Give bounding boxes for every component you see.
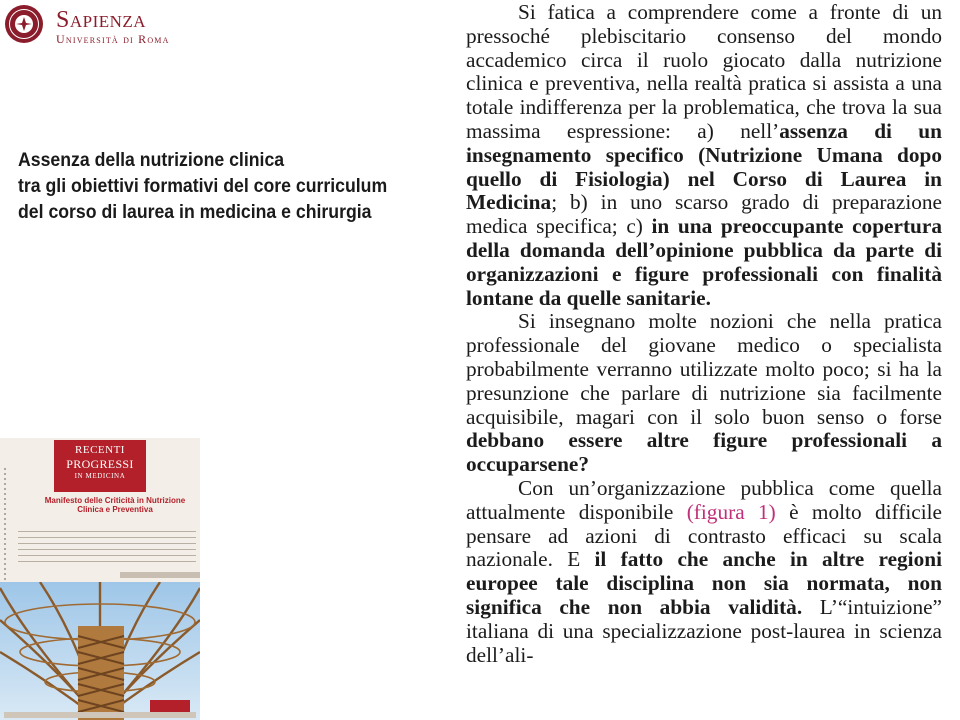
tree-structure-photo bbox=[0, 582, 200, 720]
cover-line-2: PROGRESSI bbox=[66, 457, 134, 471]
p1-bold-1: assenza di un insegnamento specifico (Nutrizione Umana dopo quello di Fisiologia) nel Corso di Laurea in Medicina bbox=[466, 118, 942, 215]
cover-title: Manifesto delle Criticità in Nutrizione Clinica e Preventiva bbox=[44, 496, 186, 514]
paragraph-1 bbox=[466, 1, 942, 310]
sapienza-seal-icon bbox=[4, 4, 44, 44]
cover-masthead bbox=[54, 440, 146, 492]
logo-name: Sapienza bbox=[56, 7, 147, 33]
section-heading bbox=[18, 148, 438, 226]
paragraph-3 bbox=[466, 477, 942, 667]
p1-bold-2: in una preoccupante copertura della domanda dell’opinione pubblica da parte di organizzazioni e figure professionali con finalità lontane da quelle sanitarie. bbox=[466, 214, 942, 310]
p2-text-1: Si insegnano molte nozioni che nella pratica professionale del giovane medico o specialista probabilmente verranno utilizzate molto poco; si ha la presunzione che parlare di nutrizione sia facilmente acquisibile, magari con il solo buon senso o forse bbox=[466, 309, 942, 429]
cover-line-1: RECENTI bbox=[75, 444, 125, 456]
paragraph-2 bbox=[466, 310, 942, 477]
figure-reference: (figura 1) bbox=[686, 499, 776, 524]
journal-cover bbox=[0, 438, 200, 720]
cover-toc bbox=[18, 526, 196, 566]
p1-text-1: Si fatica a comprendere come a fronte di un pressoché plebiscitario consenso del mondo accademico circa il ruolo giocato dalla nutrizione clinica e preventiva, nella realtà pratica si assista a una totale indifferenza per la problematica, che trova la sua massima espressione: a) nell’ bbox=[466, 0, 942, 143]
logo-subtitle: Università di Roma bbox=[56, 32, 170, 46]
p3-text-3: L’“intuizione” italiana di una specializzazione post-laurea in scienza dell’ali- bbox=[466, 594, 942, 667]
sapienza-logo bbox=[4, 4, 184, 44]
p3-text-1: Con un’organizzazione pubblica come quella attualmente disponibile bbox=[466, 475, 942, 524]
p3-bold-1: il fatto che anche in altre regioni europee tale disciplina non sia normata, non significa che non abbia validità. bbox=[466, 547, 942, 619]
sapienza-wordmark bbox=[56, 8, 170, 46]
p2-bold-1: debbano essere altre figure professionali a occuparsene? bbox=[466, 428, 942, 477]
heading-line-1: Assenza della nutrizione clinica bbox=[18, 150, 285, 171]
p3-text-2: è molto difficile pensare ad azioni di contrasto efficaci su scala nazionale. E bbox=[466, 499, 942, 572]
heading-line-3: del corso di laurea in medicina e chirurgia bbox=[18, 202, 372, 223]
heading-line-2: tra gli obiettivi formativi del core curriculum bbox=[18, 176, 388, 197]
cover-line-3: IN MEDICINA bbox=[74, 472, 126, 480]
cover-band bbox=[120, 572, 200, 578]
body-text bbox=[466, 1, 942, 667]
p1-text-2: ; b) in uno scarso grado di preparazione medica specifica; c) bbox=[466, 190, 942, 239]
cover-footer-strip bbox=[4, 712, 196, 718]
